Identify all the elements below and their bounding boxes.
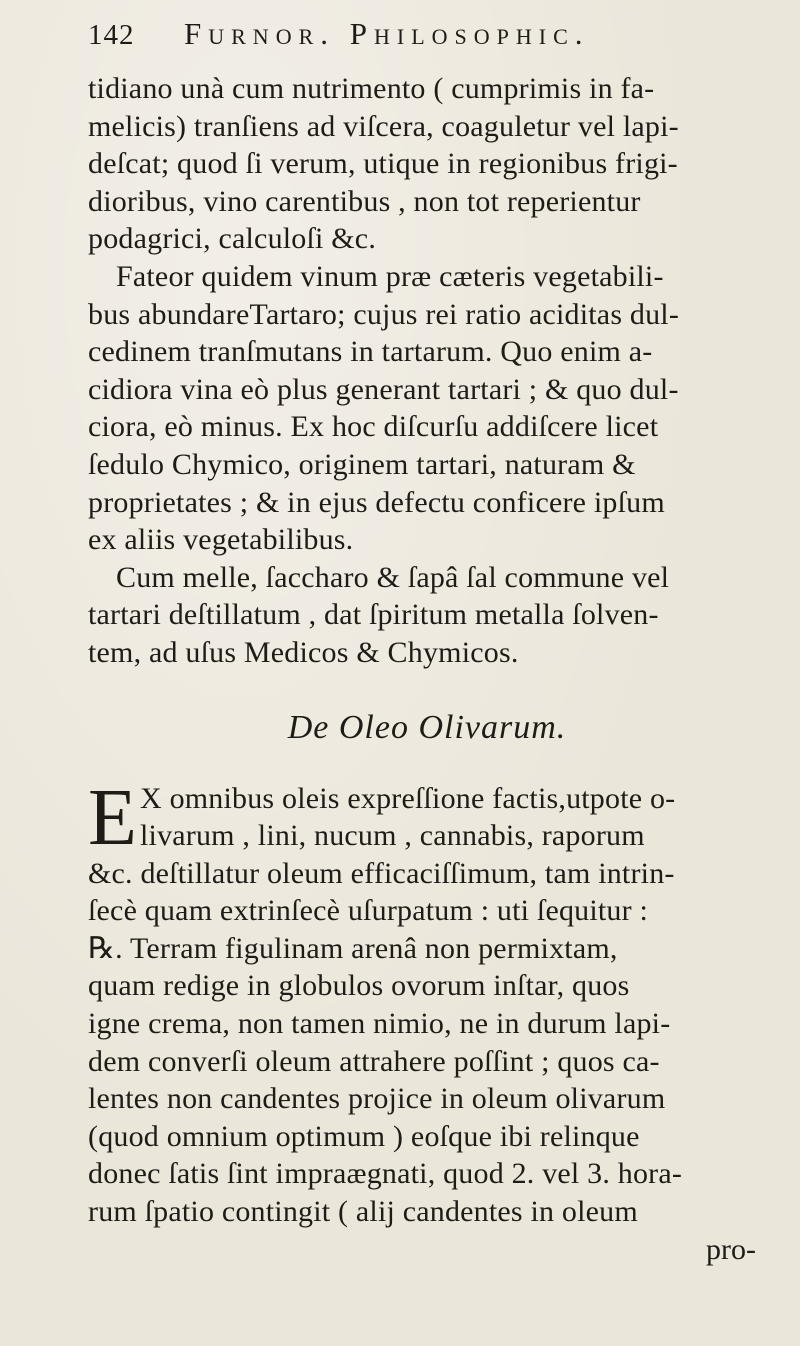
page-number: 142 — [88, 19, 135, 51]
text-line: dem converſi oleum attrahere poſſint ; quos ca- — [88, 1044, 660, 1078]
text-line: ciora, eò minus. Ex hoc diſcurſu addiſcere licet — [88, 410, 659, 444]
running-title: Furnor. Philosophic. — [184, 16, 590, 51]
text-line: quam redige in globulos ovorum inſtar, quos — [88, 969, 630, 1003]
text-line: cidiora vina eò plus generant tartari ; & quo dul- — [88, 372, 679, 406]
text-line: dioribus, vino carentibus , non tot reperientur — [88, 184, 641, 218]
text-line: Fateor quidem vinum præ cæteris vegetabili- — [116, 259, 664, 293]
text-line: X omnibus oleis expreſſione factis,utpote o- — [140, 781, 676, 815]
text-line: melicis) tranſiens ad viſcera, coaguletur vel lapi- — [88, 109, 679, 143]
page-header — [88, 16, 766, 60]
text-line: tartari deſtillatum , dat ſpiritum metalla ſolven- — [88, 598, 659, 632]
text-line: lentes non candentes projice in oleum olivarum — [88, 1082, 666, 1116]
text-line: deſcat; quod ſi verum, utique in regionibus frigi- — [88, 147, 678, 181]
text-line: igne crema, non tamen nimio, ne in durum lapi- — [88, 1007, 671, 1041]
text-line: ex aliis vegetabilibus. — [88, 523, 354, 557]
text-line: ſedulo Chymico, originem tartari, naturam & — [88, 447, 636, 481]
text-line: livarum , lini, nucum , cannabis, raporum — [140, 819, 645, 853]
text-line: cedinem tranſmutans in tartarum. Quo enim a- — [88, 335, 653, 369]
text-line: proprietates ; & in ejus defectu conficere ipſum — [88, 485, 665, 519]
text-line: (quod omnium optimum ) eoſque ibi relinque — [88, 1119, 640, 1153]
paragraph-4 — [88, 773, 766, 1231]
text-line: tem, ad uſus Medicos & Chymicos. — [88, 635, 519, 669]
paragraph-1 — [88, 70, 766, 258]
text-line: podagrici, calculoſi &c. — [88, 222, 377, 256]
text-line: rum ſpatio contingit ( alij candentes in oleum — [88, 1195, 638, 1229]
drop-cap: E — [88, 773, 138, 862]
catchword: pro- — [706, 1232, 756, 1266]
paragraph-2 — [88, 258, 766, 559]
text-line: bus abundareTartaro; cujus rei ratio aciditas dul- — [88, 297, 680, 331]
text-line: &c. deſtillatur oleum efficaciſſimum, tam intrin- — [88, 856, 675, 890]
text-line: Cum melle, ſaccharo & ſapâ ſal commune vel — [116, 560, 670, 594]
text-line: tidiano unà cum nutrimento ( cumprimis in fa- — [88, 72, 655, 105]
text-line: ſecè quam extrinſecè uſurpatum : uti ſequitur : — [88, 894, 649, 928]
text-line: donec ſatis ſint impraægnati, quod 2. vel 3. hora- — [88, 1157, 683, 1191]
paragraph-3 — [88, 559, 766, 672]
text-line: ℞. Terram figulinam arenâ non permixtam, — [88, 931, 618, 965]
section-heading: De Oleo Olivarum. — [287, 708, 567, 746]
